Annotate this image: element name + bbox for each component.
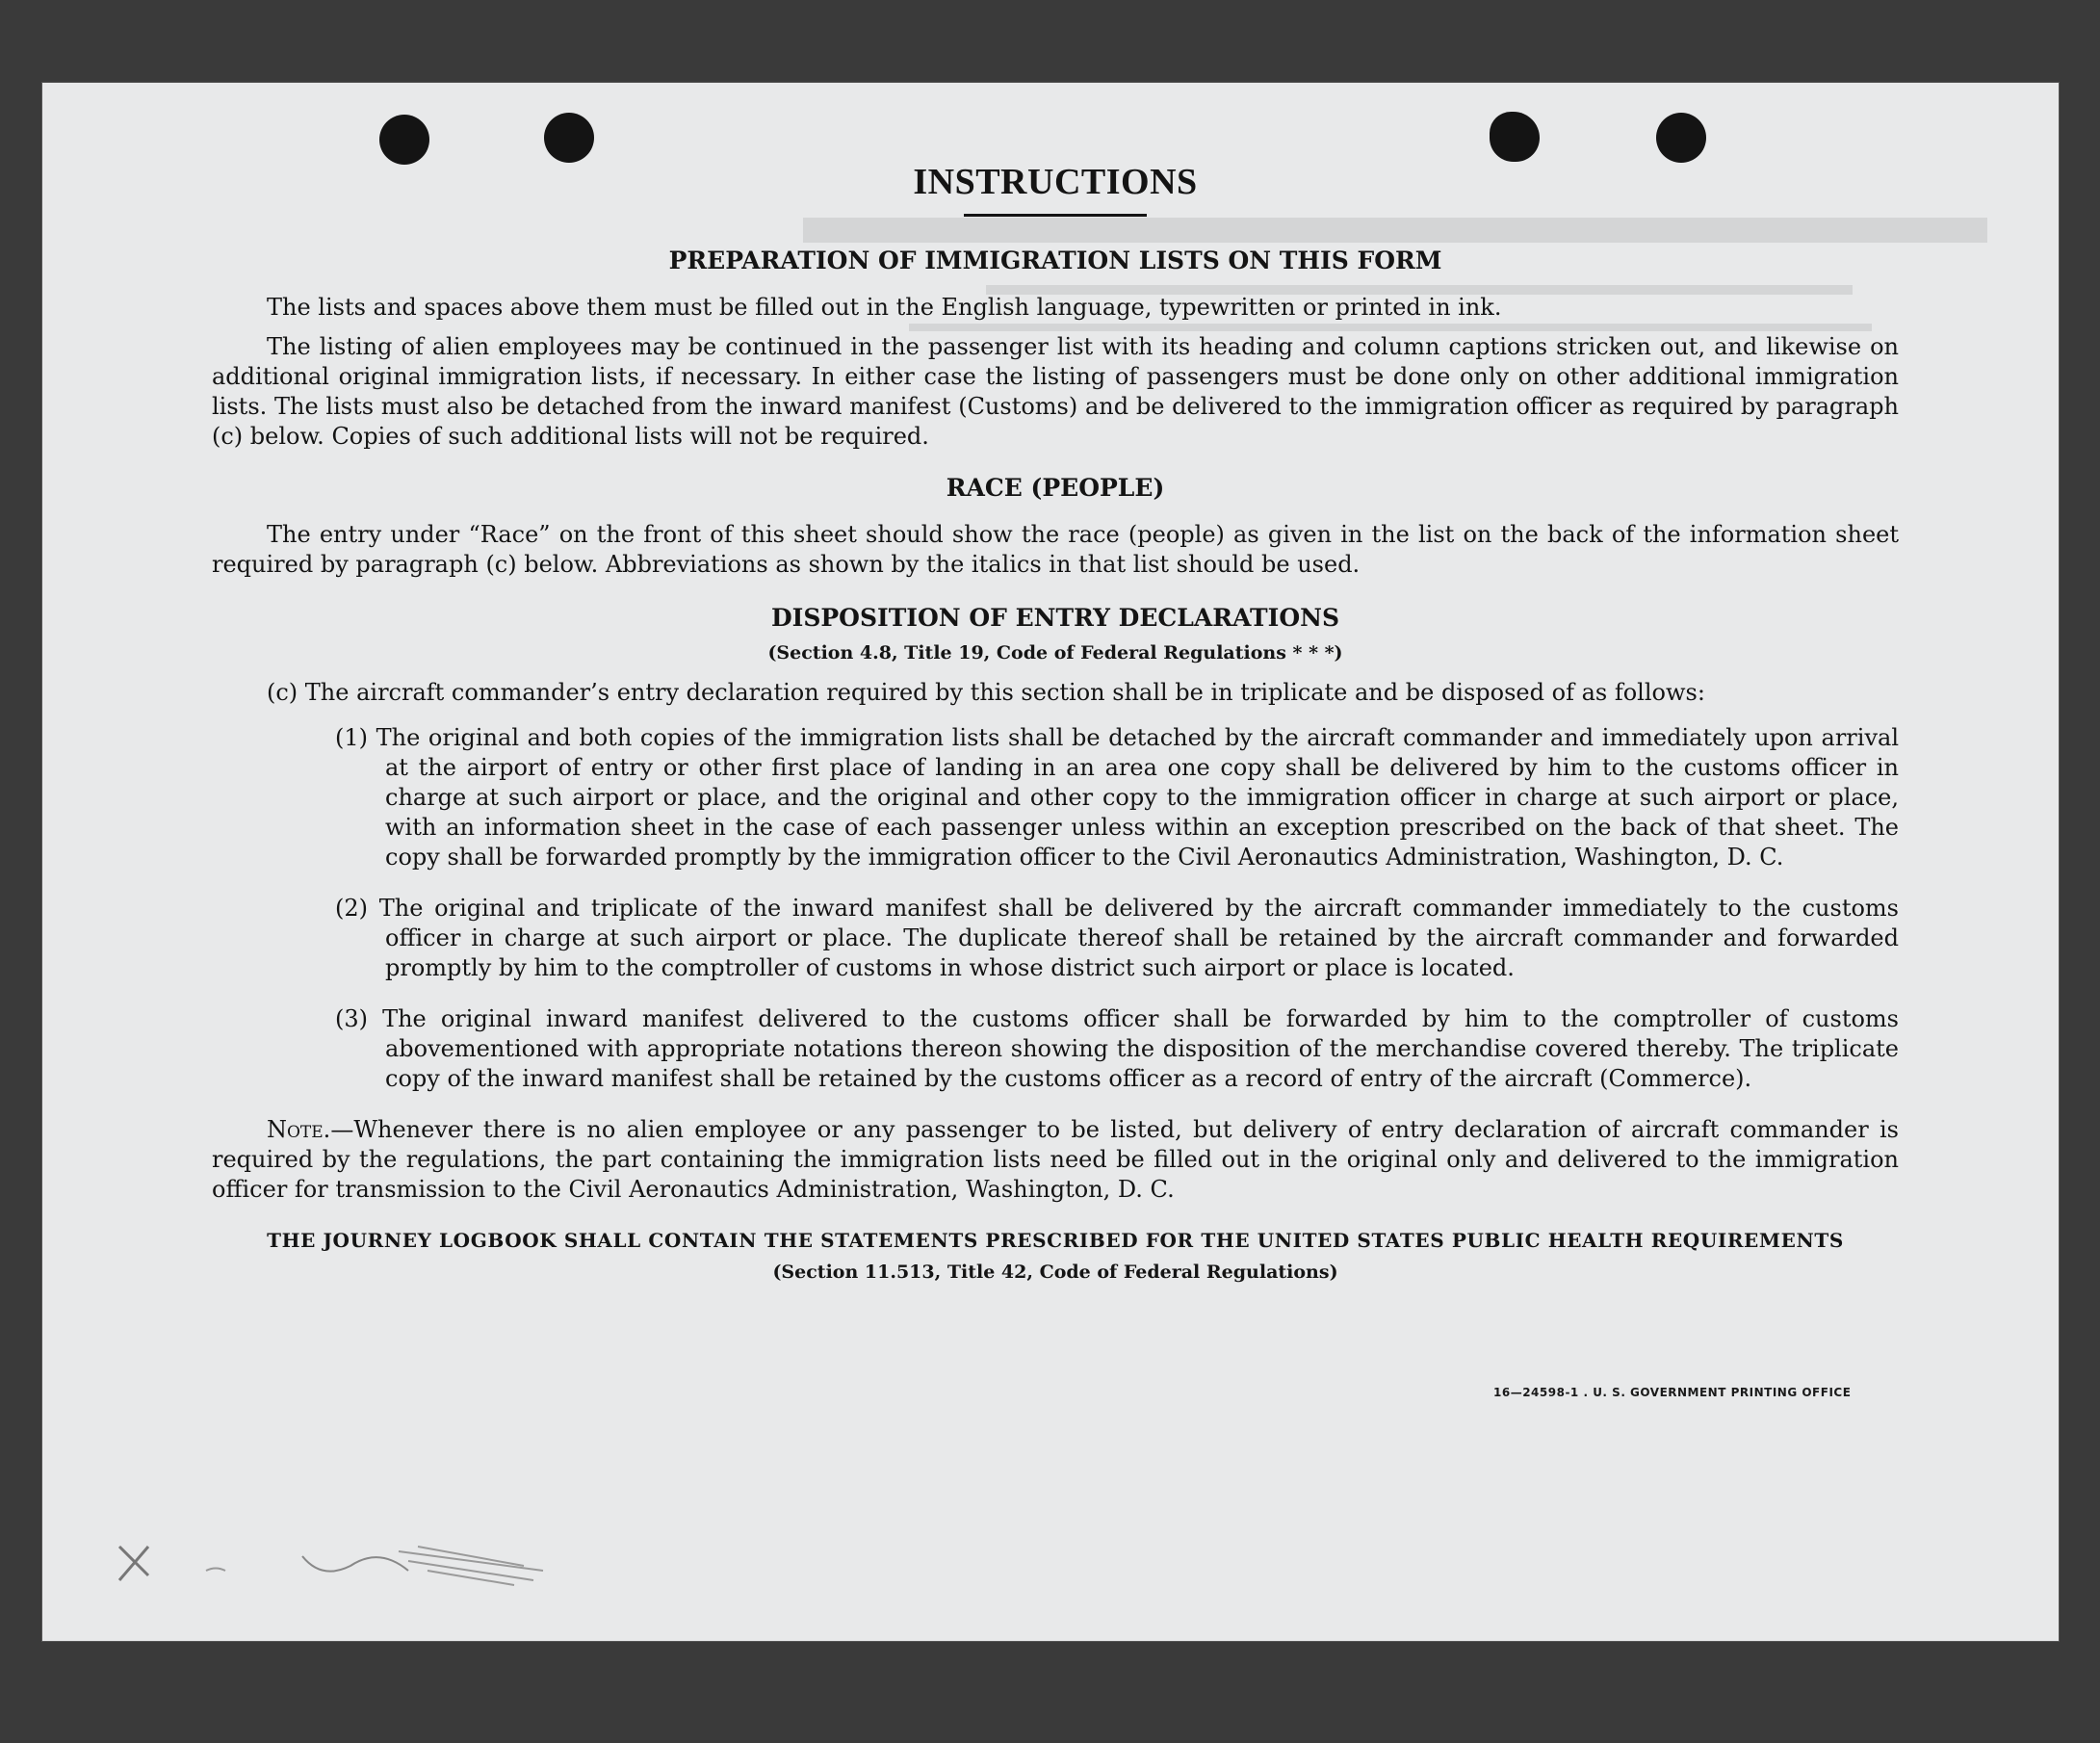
punch-hole-4 bbox=[1656, 113, 1706, 163]
health-citation: (Section 11.513, Title 42, Code of Federal Regulations) bbox=[772, 1262, 1338, 1283]
page-title: INSTRUCTIONS bbox=[913, 162, 1198, 202]
document-sheet bbox=[42, 83, 2059, 1641]
disposition-item-3: (3) The original inward manifest delivered to the customs officer shall be forwarded by him to the comptroller of customs abovementioned with appropriate notations thereon showing the disposition of the merchandise covered thereby. The triplicate copy of the inward manifest shall be retained by the customs officer as a record of entry of the aircraft (Commerce). bbox=[335, 1005, 1899, 1092]
preparation-heading: PREPARATION OF IMMIGRATION LISTS ON THIS FORM bbox=[668, 247, 1442, 274]
preparation-paragraph-1: The lists and spaces above them must be filled out in the English language, typewritten or printed in ink. bbox=[267, 294, 1502, 321]
disposition-item-1: (1) The original and both copies of the immigration lists shall be detached by the aircraft commander and immediately upon arrival at the airport of entry or other first place of landing in an area one copy shall be delivered by him to the customs officer in charge at such airport or place, and the original and other copy to the immigration officer in charge at such airport or place, with an information sheet in the case of each passenger unless within an exception prescribed on the back of that sheet. The copy shall be forwarded promptly by the immigration officer to the Civil Aeronautics Administration, Washington, D. C. bbox=[335, 724, 1899, 871]
instructions-content bbox=[212, 160, 1899, 1288]
disposition-intro: (c) The aircraft commander’s entry declaration required by this section shall be in triplicate and be disposed of as follows: bbox=[267, 679, 1705, 706]
race-heading: RACE (PEOPLE) bbox=[946, 474, 1165, 502]
disposition-item-2: (2) The original and triplicate of the inward manifest shall be delivered by the aircraft commander immediately to the customs officer in charge at such airport or place. The duplicate thereof shall be retained by the aircraft commander and forwarded promptly by him to the comptroller of customs in whose district such airport or place is located. bbox=[335, 895, 1899, 981]
health-statement: THE JOURNEY LOGBOOK SHALL CONTAIN THE STATEMENTS PRESCRIBED FOR THE UNITED STATES PUBLIC HEALTH REQUIREMENTS bbox=[267, 1229, 1844, 1252]
note-paragraph bbox=[212, 1115, 1899, 1205]
handwritten-signature-mark bbox=[81, 1527, 659, 1604]
punch-hole-1 bbox=[379, 115, 429, 165]
title-underline bbox=[964, 214, 1147, 217]
note-lead: Note. bbox=[267, 1116, 331, 1143]
punch-hole-2 bbox=[544, 113, 594, 163]
disposition-heading: DISPOSITION OF ENTRY DECLARATIONS bbox=[770, 604, 1340, 632]
punch-hole-3 bbox=[1490, 112, 1540, 162]
race-paragraph: The entry under “Race” on the front of this sheet should show the race (people) as given in the list on the back of the information sheet required by paragraph (c) below. Abbreviations as shown by the italics in that list should be used. bbox=[212, 521, 1899, 578]
printing-office-code: 16—24598-1 . U. S. GOVERNMENT PRINTING OFFICE bbox=[1493, 1386, 1852, 1399]
note-text: —Whenever there is no alien employee or any passenger to be listed, but delivery of entry declaration of aircraft commander is required by the regulations, the part containing the immigration lists need be filled out in the original only and delivered to the immigration officer for transmission to the Civil Aeronautics Administration, Washington, D. C. bbox=[212, 1116, 1899, 1203]
preparation-paragraph-2: The listing of alien employees may be continued in the passenger list with its heading and column captions stricken out, and likewise on additional original immigration lists, if necessary. In either case the listing of passengers must be done only on other additional immigration lists. The lists must also be detached from the inward manifest (Customs) and be delivered to the immigration officer as required by paragraph (c) below. Copies of such additional lists will not be required. bbox=[212, 333, 1899, 450]
disposition-citation: (Section 4.8, Title 19, Code of Federal Regulations * * *) bbox=[767, 642, 1343, 663]
